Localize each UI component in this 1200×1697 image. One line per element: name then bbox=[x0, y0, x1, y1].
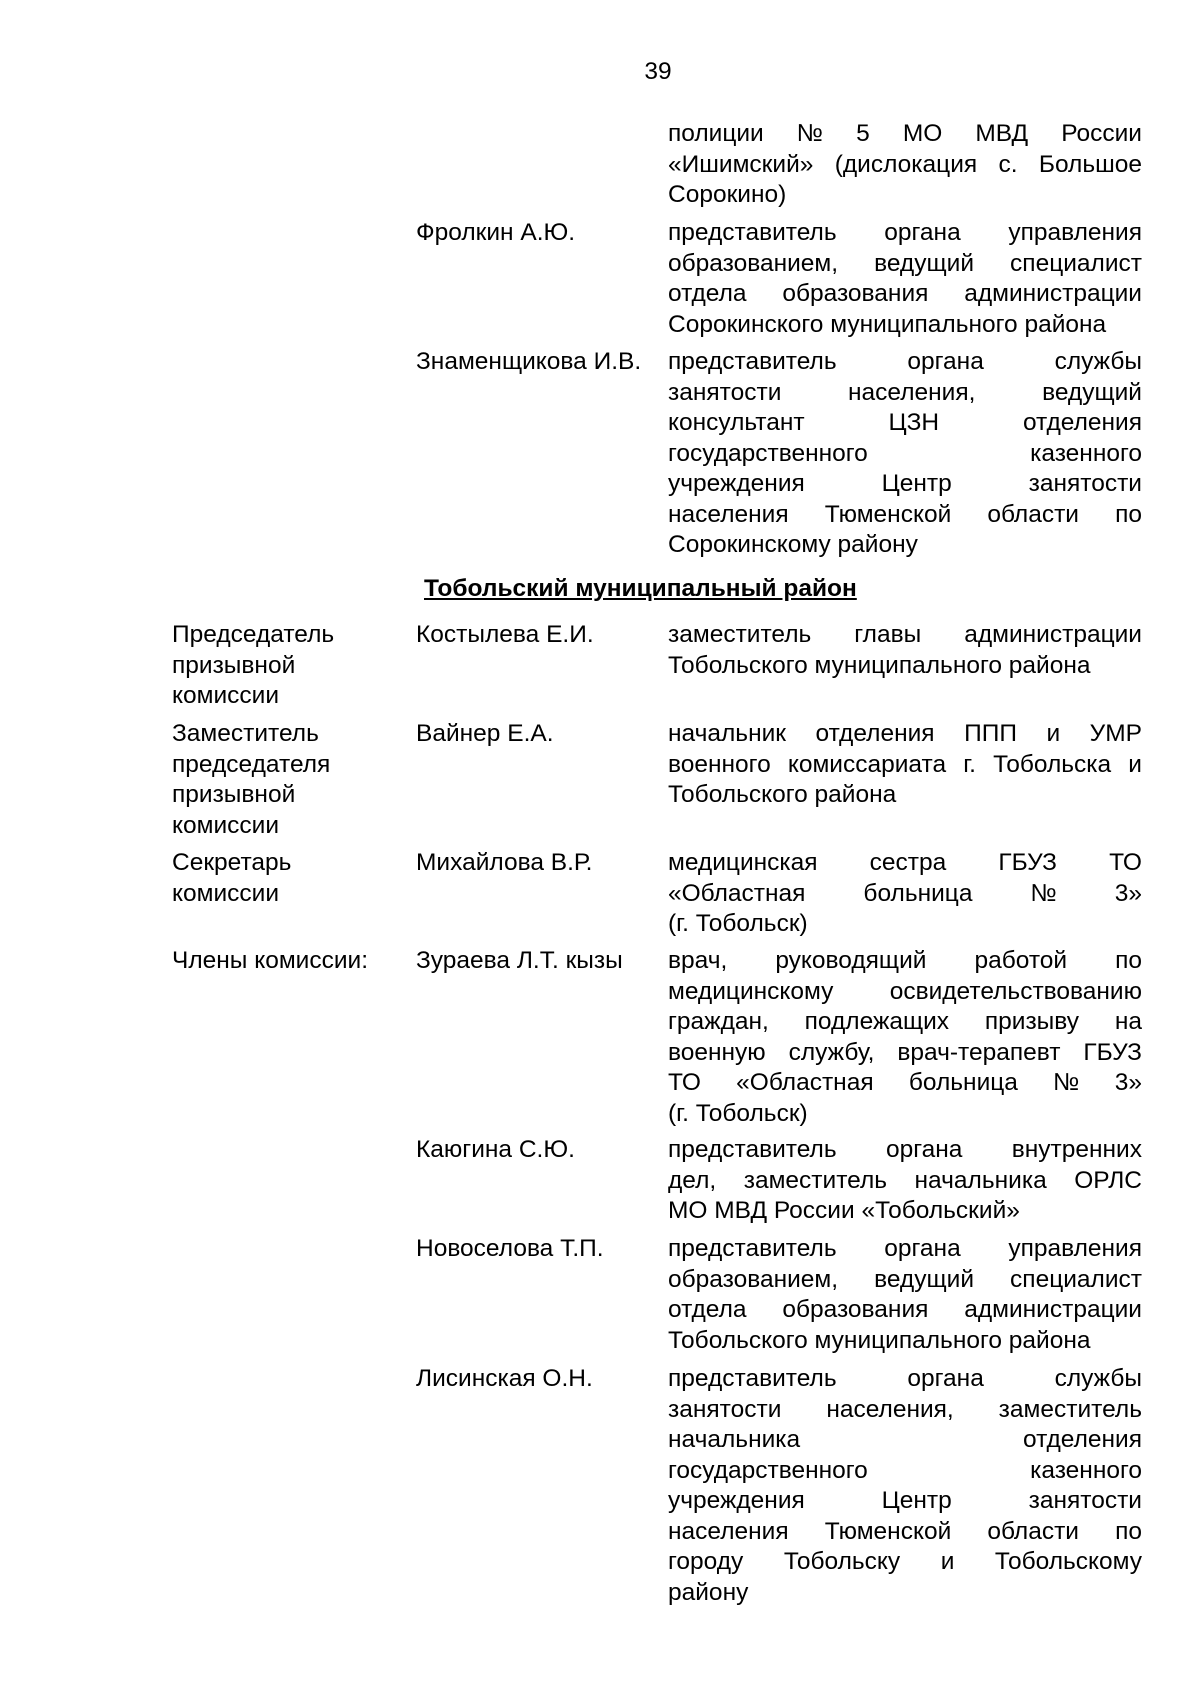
member-name: Знаменщикова И.В. bbox=[416, 348, 642, 375]
role-line: комиссии bbox=[172, 811, 280, 839]
description-line: Тобольского района bbox=[668, 781, 897, 808]
member-description bbox=[668, 218, 1142, 340]
description-line: представитель органа управления bbox=[668, 1235, 1142, 1262]
description-line: начальник отделения ППП и УМР bbox=[668, 720, 1142, 747]
description-line: граждан, подлежащих призыву на bbox=[668, 1008, 1142, 1035]
member-description bbox=[668, 946, 1142, 1129]
description-line: МО МВД России «Тобольский» bbox=[668, 1197, 1020, 1224]
member-name: Костылева Е.И. bbox=[416, 621, 594, 648]
member-name: Новоселова Т.П. bbox=[416, 1235, 604, 1262]
page-number: 39 bbox=[644, 58, 672, 85]
description-line: представитель органа службы bbox=[668, 1365, 1142, 1392]
description-line: Сорокинского муниципального района bbox=[668, 310, 1107, 338]
role-line: Председатель bbox=[172, 621, 335, 648]
description-line: Сорокино) bbox=[668, 181, 787, 208]
role-line: комиссии bbox=[172, 879, 280, 907]
member-description bbox=[668, 1135, 1142, 1227]
member-role bbox=[172, 620, 402, 712]
member-name: Каюгина С.Ю. bbox=[416, 1136, 575, 1163]
member-description bbox=[668, 347, 1142, 561]
description-line: полиции № 5 МО МВД России bbox=[668, 120, 1142, 147]
role-line: призывной bbox=[172, 781, 296, 808]
description-line: начальника отделения bbox=[668, 1426, 1142, 1453]
description-line: представитель органа управления bbox=[668, 219, 1142, 246]
description-line: образованием, ведущий специалист bbox=[668, 1265, 1142, 1293]
description-line: «Ишимский» (дислокация с. Большое bbox=[668, 150, 1142, 178]
member-name: Михайлова В.Р. bbox=[416, 849, 593, 876]
member-name: Зураева Л.Т. кызы bbox=[416, 947, 623, 974]
description-line: представитель органа внутренних bbox=[668, 1136, 1142, 1163]
description-line: врач, руководящий работой по bbox=[668, 947, 1142, 974]
description-line: отдела образования администрации bbox=[668, 1296, 1142, 1323]
description-line: медицинскому освидетельствованию bbox=[668, 977, 1142, 1005]
role-line: председателя bbox=[172, 750, 331, 778]
member-description bbox=[668, 1364, 1142, 1608]
role-line: комиссии bbox=[172, 682, 280, 709]
description-line: занятости населения, заместитель bbox=[668, 1395, 1142, 1423]
description-line: населения Тюменской области по bbox=[668, 500, 1142, 528]
description-line: военную службу, врач-терапевт ГБУЗ bbox=[668, 1038, 1142, 1066]
member-description bbox=[668, 1234, 1142, 1356]
member-description bbox=[668, 119, 1142, 211]
description-line: военного комиссариата г. Тобольска и bbox=[668, 750, 1142, 778]
description-line: медицинская сестра ГБУЗ ТО bbox=[668, 849, 1142, 876]
role-line: Заместитель bbox=[172, 720, 319, 747]
member-role bbox=[172, 848, 402, 909]
role-line: Секретарь bbox=[172, 849, 292, 876]
description-line: образованием, ведущий специалист bbox=[668, 249, 1142, 277]
description-line: Тобольского муниципального района bbox=[668, 651, 1091, 679]
member-description bbox=[668, 620, 1142, 681]
member-description bbox=[668, 719, 1142, 811]
description-line: государственного казенного bbox=[668, 439, 1142, 467]
description-line: ТО «Областная больница № 3» bbox=[668, 1069, 1142, 1096]
description-line: «Областная больница № 3» bbox=[668, 879, 1142, 907]
description-line: Сорокинскому району bbox=[668, 531, 918, 558]
member-role bbox=[172, 719, 402, 841]
description-line: району bbox=[668, 1578, 749, 1606]
role-line: Члены комиссии: bbox=[172, 947, 369, 974]
member-name: Вайнер Е.А. bbox=[416, 720, 554, 747]
description-line: отдела образования администрации bbox=[668, 280, 1142, 307]
description-line: населения Тюменской области по bbox=[668, 1517, 1142, 1545]
description-line: городу Тобольску и Тобольскому bbox=[668, 1548, 1142, 1575]
description-line: Тобольского муниципального района bbox=[668, 1326, 1091, 1354]
member-name: Фролкин А.Ю. bbox=[416, 219, 576, 246]
description-line: дел, заместитель начальника ОРЛС bbox=[668, 1166, 1142, 1194]
member-name: Лисинская О.Н. bbox=[416, 1365, 593, 1392]
description-line: заместитель главы администрации bbox=[668, 621, 1142, 648]
member-role bbox=[172, 946, 412, 977]
description-line: представитель органа службы bbox=[668, 348, 1142, 375]
description-line: консультант ЦЗН отделения bbox=[668, 409, 1142, 436]
description-line: занятости населения, ведущий bbox=[668, 378, 1142, 406]
description-line: (г. Тобольск) bbox=[668, 1099, 808, 1127]
section-heading: Тобольский муниципальный район bbox=[424, 575, 857, 602]
description-line: государственного казенного bbox=[668, 1456, 1142, 1484]
description-line: учреждения Центр занятости bbox=[668, 470, 1142, 497]
description-line: (г. Тобольск) bbox=[668, 910, 808, 937]
role-line: призывной bbox=[172, 651, 296, 679]
member-description bbox=[668, 848, 1142, 940]
description-line: учреждения Центр занятости bbox=[668, 1487, 1142, 1514]
